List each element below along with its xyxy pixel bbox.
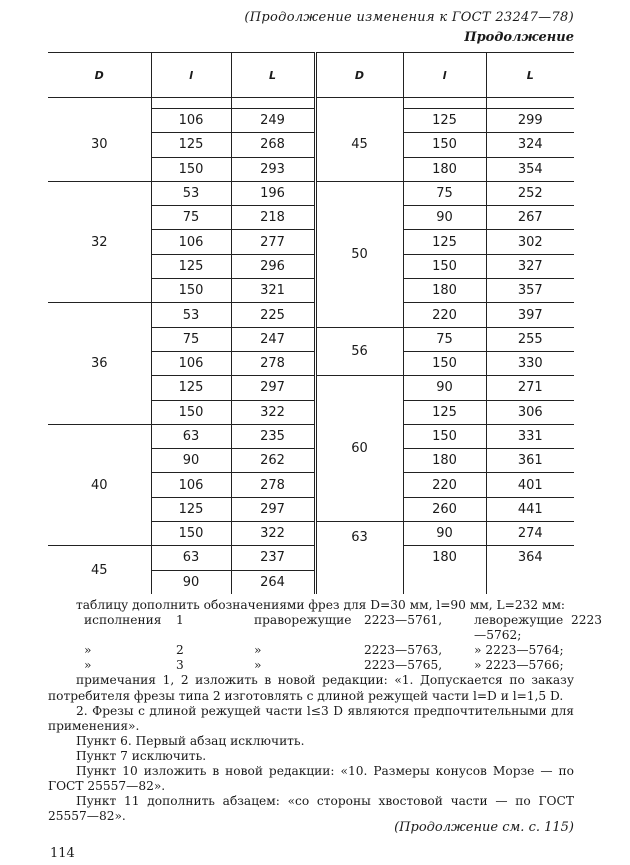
L-cell: 249 <box>231 109 315 133</box>
paragraph-notes: примечания 1, 2 изложить в новой редакции: «1. Допускается по заказу потребителя фрезы типа 2 изготовлять с длиной режущей части l=D и l=1,5 D. <box>48 673 574 703</box>
col-header-d-right: D <box>315 53 403 98</box>
l-cell: 90 <box>403 206 486 230</box>
l-cell: 106 <box>151 351 231 375</box>
l-cell: 125 <box>403 109 486 133</box>
l-cell: 260 <box>403 497 486 521</box>
L-cell: 274 <box>486 522 574 546</box>
d-cell: 40 <box>48 424 151 545</box>
l-cell: 220 <box>403 473 486 497</box>
col-header-L-left: L <box>231 53 315 98</box>
variant-line: исполнения 1 праворежущие 2223—5761, леворежущие 2223—5762; <box>84 613 602 643</box>
l-cell: 150 <box>151 279 231 303</box>
d-cell: 45 <box>315 109 403 182</box>
dimensions-table <box>48 52 574 594</box>
L-cell: 196 <box>231 181 315 205</box>
L-cell: 322 <box>231 400 315 424</box>
l-cell: 125 <box>151 254 231 278</box>
l-cell: 75 <box>151 206 231 230</box>
l-cell: 125 <box>403 230 486 254</box>
L-cell: 262 <box>231 449 315 473</box>
l-cell: 150 <box>403 351 486 375</box>
table-caption: Продолжение <box>464 30 574 45</box>
l-cell: 125 <box>151 497 231 521</box>
L-cell: 278 <box>231 473 315 497</box>
body-text <box>48 598 602 824</box>
paragraph-item-10: Пункт 10 изложить в новой редакции: «10. Размеры конусов Морзе — по ГОСТ 25557—82». <box>48 764 574 794</box>
l-cell: 53 <box>151 181 231 205</box>
continued-footer: (Продолжение см. с. 115) <box>394 820 574 835</box>
d-cell: 45 <box>90 562 108 578</box>
L-cell: 361 <box>486 449 574 473</box>
l-cell: 75 <box>151 327 231 351</box>
L-cell: 277 <box>231 230 315 254</box>
L-cell: 225 <box>231 303 315 327</box>
L-cell: 302 <box>486 230 574 254</box>
L-cell: 255 <box>486 327 574 351</box>
l-cell: 180 <box>403 279 486 303</box>
L-cell: 357 <box>486 279 574 303</box>
L-cell: 264 <box>231 570 315 594</box>
l-cell: 220 <box>403 303 486 327</box>
L-cell: 331 <box>486 424 574 448</box>
table-row <box>48 546 574 570</box>
L-cell: 330 <box>486 351 574 375</box>
paragraph-item-6: Пункт 6. Первый абзац исключить. <box>76 733 305 748</box>
l-cell: 75 <box>403 181 486 205</box>
page-number: 114 <box>50 846 75 861</box>
l-cell: 90 <box>151 570 231 594</box>
L-cell: 247 <box>231 327 315 351</box>
d-cell: 36 <box>48 303 151 424</box>
L-cell: 397 <box>486 303 574 327</box>
L-cell: 267 <box>486 206 574 230</box>
paragraph-note-2: 2. Фрезы с длиной режущей части l≤3 D являются предпочтительными для применения». <box>48 703 574 733</box>
d-cell: 32 <box>48 181 151 302</box>
L-cell: 237 <box>231 546 315 570</box>
paragraph-item-7: Пункт 7 исключить. <box>76 748 207 763</box>
L-cell: 218 <box>231 206 315 230</box>
l-cell: 106 <box>151 230 231 254</box>
table-header-row <box>48 53 574 98</box>
continuation-header: (Продолжение изменения к ГОСТ 23247—78) <box>244 10 574 25</box>
paragraph-item-11: Пункт 11 дополнить абзацем: «со стороны хвостовой части — по ГОСТ 25557—82». <box>48 794 574 824</box>
d-cell: 50 <box>315 181 403 327</box>
L-cell: 441 <box>486 497 574 521</box>
L-cell: 364 <box>486 546 574 594</box>
L-cell: 271 <box>486 376 574 400</box>
l-cell: 150 <box>151 522 231 546</box>
l-cell: 125 <box>151 376 231 400</box>
l-cell: 150 <box>151 400 231 424</box>
l-cell: 90 <box>403 376 486 400</box>
L-cell: 299 <box>486 109 574 133</box>
table-row <box>48 109 574 133</box>
d-cell: 60 <box>315 376 403 522</box>
l-cell: 75 <box>403 327 486 351</box>
L-cell: 297 <box>231 497 315 521</box>
l-cell: 106 <box>151 109 231 133</box>
L-cell: 293 <box>231 157 315 181</box>
col-header-L-right: L <box>486 53 574 98</box>
l-cell: 180 <box>403 546 486 594</box>
L-cell: 354 <box>486 157 574 181</box>
L-cell: 306 <box>486 400 574 424</box>
d-cell: 30 <box>90 137 108 153</box>
l-cell: 63 <box>151 424 231 448</box>
d-cell: 56 <box>315 327 403 376</box>
L-cell: 321 <box>231 279 315 303</box>
l-cell: 125 <box>403 400 486 424</box>
L-cell: 252 <box>486 181 574 205</box>
table-row <box>48 303 574 327</box>
l-cell: 90 <box>151 449 231 473</box>
l-cell: 150 <box>151 157 231 181</box>
L-cell: 296 <box>231 254 315 278</box>
L-cell: 327 <box>486 254 574 278</box>
col-header-l-right: l <box>403 53 486 98</box>
l-cell: 180 <box>403 157 486 181</box>
L-cell: 268 <box>231 133 315 157</box>
l-cell: 53 <box>151 303 231 327</box>
L-cell: 322 <box>231 522 315 546</box>
l-cell: 106 <box>151 473 231 497</box>
L-cell: 278 <box>231 351 315 375</box>
l-cell: 150 <box>403 254 486 278</box>
l-cell: 63 <box>151 546 231 570</box>
d-cell: 63 <box>315 522 403 594</box>
L-cell: 297 <box>231 376 315 400</box>
l-cell: 180 <box>403 449 486 473</box>
L-cell: 324 <box>486 133 574 157</box>
paragraph-table-addition: таблицу дополнить обозначениями фрез для D=30 мм, l=90 мм, L=232 мм: <box>76 598 566 612</box>
l-cell: 150 <box>403 133 486 157</box>
table-row <box>48 424 574 448</box>
col-header-d-left: D <box>48 53 151 98</box>
variant-line: » 3 » 2223—5765, » 2223—5766; <box>84 658 564 673</box>
col-header-l-left: l <box>151 53 231 98</box>
L-cell: 401 <box>486 473 574 497</box>
table-row <box>48 181 574 205</box>
l-cell: 125 <box>151 133 231 157</box>
l-cell: 90 <box>403 522 486 546</box>
L-cell: 235 <box>231 424 315 448</box>
l-cell: 150 <box>403 424 486 448</box>
variant-line: » 2 » 2223—5763, » 2223—5764; <box>84 643 564 658</box>
